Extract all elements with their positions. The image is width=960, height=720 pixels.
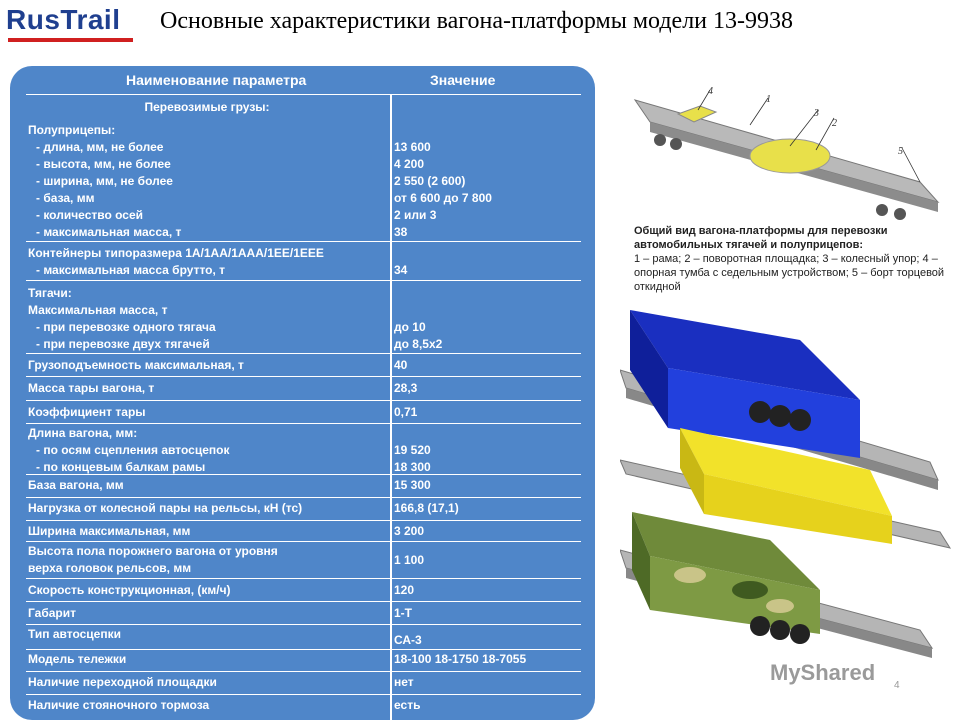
table-row — [26, 601, 581, 624]
table-row-length — [26, 423, 581, 474]
cell-label: Грузоподъемность максимальная, т — [28, 358, 244, 372]
callout-1: 1 — [766, 94, 771, 105]
callout-5: 5 — [898, 146, 903, 157]
table-row — [26, 694, 581, 719]
cell-label: Тип автосцепки — [28, 627, 121, 641]
table-header — [10, 66, 595, 94]
cell-value: до 8,5х2 — [394, 337, 443, 351]
cell-value: 18 300 — [394, 460, 431, 474]
cell-label: Коэффициент тары — [28, 405, 146, 419]
cell-value: 3 200 — [394, 524, 425, 538]
table-row-tractors — [26, 280, 581, 353]
table-row-floor-height — [26, 541, 581, 578]
table-row — [26, 649, 581, 672]
cell-value: 0,71 — [394, 405, 418, 419]
cell-value: 2 или 3 — [394, 208, 437, 222]
table-row — [26, 578, 581, 601]
rustrail-logo: RusTrail — [6, 4, 121, 35]
cell-value: 19 520 — [394, 443, 431, 457]
table-row-containers — [26, 241, 581, 280]
cell-label: - база, мм — [36, 191, 95, 205]
cell-value: 2 550 (2 600) — [394, 174, 466, 188]
cell-label: - по концевым балкам рамы — [36, 460, 206, 474]
table-row — [26, 353, 581, 376]
cell-label: Ширина максимальная, мм — [28, 524, 191, 538]
table-row-cargo — [26, 94, 581, 241]
cell-value: нет — [394, 675, 414, 689]
cell-value: 166,8 (17,1) — [394, 501, 459, 515]
length-label: Длина вагона, мм: — [28, 426, 138, 440]
caption-title: Общий вид вагона-платформы для перевозки автомобильных тягачей и полуприцепов: — [634, 225, 888, 251]
cell-value: СА-3 — [394, 633, 422, 647]
cell-value: 13 600 — [394, 140, 431, 154]
cell-value: 38 — [394, 225, 408, 239]
cell-value: 1 100 — [394, 553, 425, 567]
page-number: 4 — [894, 680, 900, 691]
header-value: Значение — [430, 72, 496, 88]
table-row — [26, 400, 581, 423]
cell-value: 15 300 — [394, 478, 431, 492]
caption-legend: 1 – рама; 2 – поворотная площадка; 3 – колесный упор; 4 – опорная тумба с седельным устройством; 5 – борт торцевой откидной — [634, 253, 945, 293]
table-row — [26, 474, 581, 497]
watermark: MyShared — [770, 660, 876, 685]
cell-value: 4 200 — [394, 157, 425, 171]
cell-value: 40 — [394, 358, 408, 372]
cell-label: Высота пола порожнего вагона от уровня — [28, 544, 278, 558]
cargo-heading: Перевозимые грузы: — [144, 100, 270, 114]
cell-label: - количество осей — [36, 208, 144, 222]
containers-label: Контейнеры типоразмера 1А/1АА/1ААА/1ЕЕ/1ЕЕЕ — [28, 246, 324, 260]
specs-table-panel — [10, 66, 595, 720]
cell-label: Масса тары вагона, т — [28, 381, 155, 395]
tractors-label: Тягачи: — [28, 286, 72, 300]
cell-label: Наличие стояночного тормоза — [28, 698, 210, 712]
cell-label: - при перевозке двух тягачей — [36, 337, 210, 351]
table-row — [26, 624, 581, 649]
cell-label: - ширина, мм, не более — [36, 174, 173, 188]
table-row — [26, 376, 581, 399]
cell-label: Нагрузка от колесной пары на рельсы, кН (тс) — [28, 501, 303, 515]
cell-label: Наличие переходной площадки — [28, 675, 217, 689]
platform-wagon-diagram — [635, 86, 938, 220]
cell-label: - по осям сцепления автосцепок — [36, 443, 230, 457]
cell-value: 1-Т — [394, 606, 412, 620]
cell-label: - максимальная масса, т — [36, 225, 182, 239]
cell-value: есть — [394, 698, 421, 712]
logo-underline — [8, 38, 133, 42]
cell-label: Габарит — [28, 606, 76, 620]
cell-label: Скорость конструкционная, (км/ч) — [28, 583, 231, 597]
wagon-illustrations — [620, 70, 960, 720]
cell-label: - длина, мм, не более — [36, 140, 164, 154]
semitrailers-label: Полуприцепы: — [28, 123, 116, 137]
cell-label: Модель тележки — [28, 652, 127, 666]
table-row — [26, 671, 581, 694]
table-row — [26, 497, 581, 520]
cell-value: 28,3 — [394, 381, 418, 395]
callout-3: 3 — [814, 108, 819, 119]
cell-value: 34 — [394, 263, 408, 277]
cell-label: База вагона, мм — [28, 478, 124, 492]
cell-label: - максимальная масса брутто, т — [36, 263, 226, 277]
cell-label: - высота, мм, не более — [36, 157, 171, 171]
header-param: Наименование параметра — [126, 72, 307, 88]
cell-label: - при перевозке одного тягача — [36, 320, 216, 334]
tractors-label-2: Максимальная масса, т — [28, 303, 168, 317]
callout-2: 2 — [832, 118, 837, 129]
page-title: Основные характеристики вагона-платформы модели 13-9938 — [160, 8, 793, 34]
cell-value: 120 — [394, 583, 415, 597]
callout-4: 4 — [708, 86, 713, 97]
figure-caption — [634, 224, 954, 294]
cell-label: верха головок рельсов, мм — [28, 561, 192, 575]
cell-value: до 10 — [394, 320, 426, 334]
turntable-shape — [750, 139, 830, 173]
cell-value: от 6 600 до 7 800 — [394, 191, 492, 205]
table-row — [26, 520, 581, 541]
cell-value: 18-100 18-1750 18-7055 — [394, 652, 527, 666]
